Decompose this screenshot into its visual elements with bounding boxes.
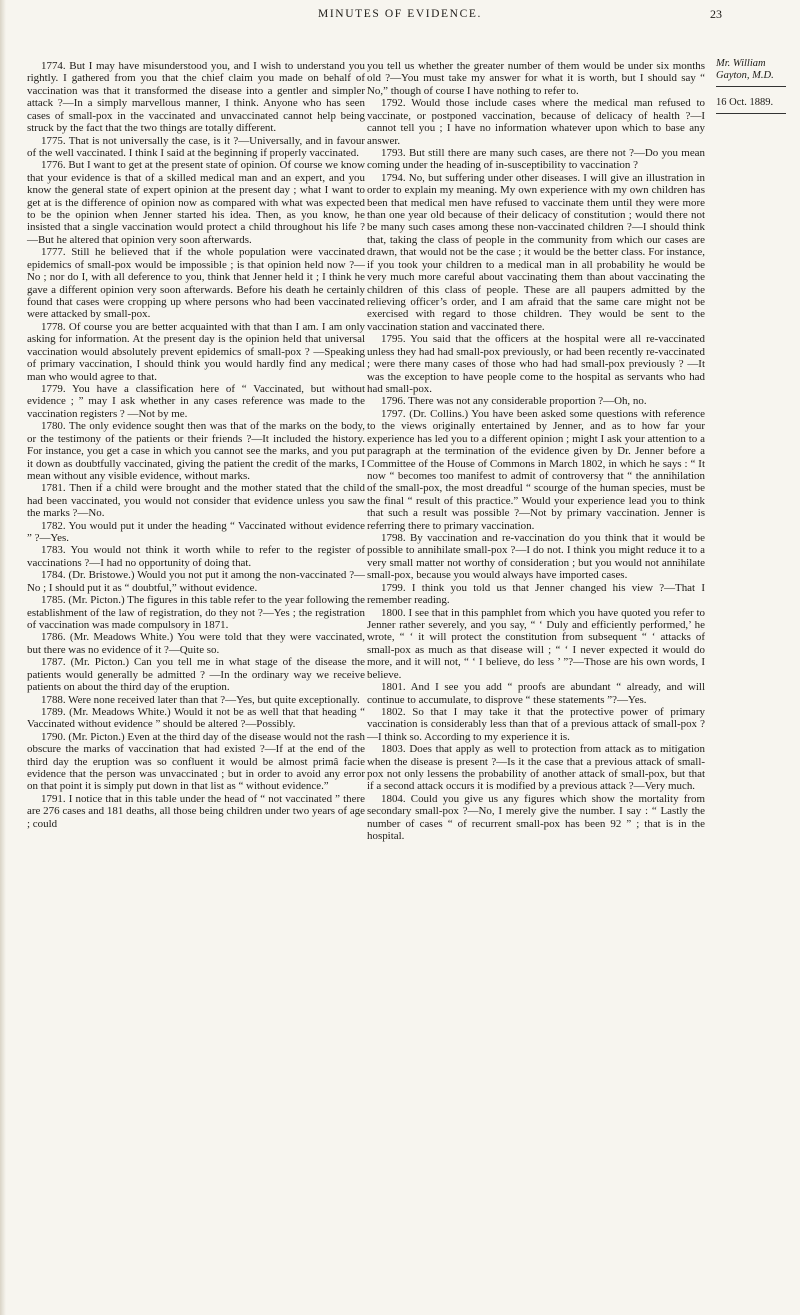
page-number: 23 bbox=[710, 7, 722, 21]
margin-rule-top bbox=[716, 86, 786, 87]
paragraph-1792: 1792. Would those include cases where the medical man refused to vaccinate, or postponed vaccination, because of delicacy of health ?—I cannot tell you ; I have no information whatever upon which to base any answer. bbox=[367, 97, 705, 147]
witness-name: Mr. William Gayton, M.D. bbox=[716, 58, 774, 81]
paragraph-1791-continued: you tell us whether the greater number of them would be under six months old ?—You must take my answer for what it is worth, but I should say “ No,” though of course I have nothing to refer to. bbox=[367, 60, 705, 97]
paragraph-1779: 1779. You have a classification here of “ Vaccinated, but without evidence ; ” may I ask whether in any cases reference was made to the vaccination registers ? —Not by me. bbox=[27, 382, 365, 420]
paragraph-1801: 1801. And I see you add “ proofs are abundant “ already, and will continue to accumulate, to disprove “ these statements ”?—Yes. bbox=[367, 681, 705, 706]
paragraph-1799: 1799. I think you told us that Jenner changed his view ?—That I remember reading. bbox=[367, 581, 705, 607]
paragraph-1777: 1777. Still he believed that if the whole population were vaccinated epidemics of small-pox would be impossible ; is that opinion held now ?—No ; nor do I, with all deference to you, think that Jenner held it ; I think he gave a different opinion very soon afterwards. Before his death he certainly found that cases were cropping up where persons who had been vaccinated were attacked by small-pox. bbox=[27, 246, 365, 321]
running-title: MINUTES OF EVIDENCE. bbox=[318, 8, 482, 20]
paragraph-1802: 1802. So that I may take it that the protective power of primary vaccination is considerably less than that of a previous attack of small-pox ?—I think so. According to my experience it is. bbox=[367, 705, 705, 743]
paragraph-1782: 1782. You would put it under the heading “ Vaccinated without evidence ” ?—Yes. bbox=[27, 519, 365, 545]
paragraph-1790: 1790. (Mr. Picton.) Even at the third day of the disease would not the rash obscure the marks of vaccination that had existed ?—If at the end of the third day the eruption was so confluent it would be almost primâ facie evidence that the person was unvaccinated ; but in order to avoid any error on that point it is simply put down in that list as “ without evidence.” bbox=[27, 730, 365, 793]
paragraph-1784: 1784. (Dr. Bristowe.) Would you not put it among the non-vaccinated ?—No ; I should put it as “ doubtful,” without evidence. bbox=[27, 569, 365, 594]
paragraph-1787: 1787. (Mr. Picton.) Can you tell me in what stage of the disease the patients would generally be admitted ? —In the ordinary way we receive patients on about the third day of the eruption. bbox=[27, 656, 365, 694]
paragraph-1794: 1794. No, but suffering under other diseases. I will give an illustration in order to explain my meaning. My own experience with my own children has been that medical men have refused to vaccinate them until they were more than one year old because of their delicacy of constitution ; would there not be many such cases among these non-vaccinated children ?—I should think that, taking the class of people in the community from which our cases are drawn, that would not be the case ; it would be the better class. For instance, if you took your children to a medical man in all probability he would be very much more careful about vaccinating them than about vaccinating the children of this class of people. These are all paupers admitted by the relieving officer’s order, and I am afraid that the same care might not be exercised with regard to those children. They would be sent to the vaccination station and vaccinated there. bbox=[367, 171, 705, 333]
page-header bbox=[0, 6, 800, 28]
paragraph-1789: 1789. (Mr. Meadows White.) Would it not be as well that that heading “ Vaccinated without evidence ” should be altered ?—Possibly. bbox=[27, 705, 365, 731]
paragraph-1793: 1793. But still there are many such cases, are there not ?—Do you mean coming under the heading of in-susceptibility to vaccination ? bbox=[367, 146, 705, 172]
paragraph-1786: 1786. (Mr. Meadows White.) You were told that they were vaccinated, but there was no evidence of it ?—Quite so. bbox=[27, 631, 365, 656]
paragraph-1796: 1796. There was not any considerable proportion ?—Oh, no. bbox=[381, 395, 647, 408]
paragraph-1785: 1785. (Mr. Picton.) The figures in this table refer to the year following the establishment of the law of registration, do they not ?—Yes ; the registration of vaccination was made compulsory in 1871. bbox=[27, 594, 365, 631]
paragraph-1783: 1783. You would not think it worth while to refer to the register of vaccinations ?—I had no opportunity of doing that. bbox=[27, 544, 365, 569]
paragraph-1775: 1775. That is not universally the case, is it ?—Universally, and in favour of the well vaccinated. I think I said at the beginning if properly vaccinated. bbox=[27, 134, 365, 159]
paragraph-1778: 1778. Of course you are better acquainted with that than I am. I am only asking for information. At the present day is the opinion held that universal vaccination would absolutely prevent epidemics of small-pox ? —Speaking of primary vaccination, I should think you would hardly find any medical man who would agree to that. bbox=[27, 320, 365, 383]
right-column bbox=[367, 60, 705, 843]
paragraph-1774: 1774. But I may have misunderstood you, and I wish to understand you rightly. I gathered from you that the chief claim you made on behalf of vaccination was that it transformed the disease into a gentler and simpler attack ?—In a simply marvellous manner, I think. Anyone who has seen cases of small-pox in the vaccinated and unvaccinated cannot help being struck by the fact that the two things are totally different. bbox=[27, 60, 365, 135]
paragraph-1800: 1800. I see that in this pamphlet from which you have quoted you refer to Jenner rather severely, and you say, “ ‘ Duly and efficiently performed,’ he wrote, “ ‘ it will protect the constitution from subsequent “ ‘ attacks of small-pox as much as that disease will ; “ ‘ I never expected it would do more, and it will not, “ ‘ I believe, do less ’ ”?—Those are his own words, I believe. bbox=[367, 606, 705, 681]
paragraph-1780: 1780. The only evidence sought then was that of the marks on the body, or the testimony of the patients or their friends ?—It included the history. For instance, you get a case in which you cannot see the marks, and you put it down as doubtfully vaccinated, giving the patient the credit of the marks, I mean without any visible evidence, without marks. bbox=[27, 420, 365, 482]
left-column bbox=[27, 60, 365, 830]
paragraph-1795: 1795. You said that the officers at the hospital were all re-vaccinated unless they had had small-pox previously, or had been recently re-vaccinated ; were there many cases of those who had had small-pox previously ? —It was the exception to have people come to the hospital as servants who had had small-pox. bbox=[367, 333, 705, 395]
paragraph-1797: 1797. (Dr. Collins.) You have been asked some questions with reference to the views originally entertained by Jenner, and as to how far your experience has led you to a different opinion ; might I ask your attention to a paragraph at the termination of the evidence given by Dr. Jenner before a Committee of the House of Commons in March 1802, in which he says : “ It now “ becomes too manifest to admit of controversy that “ the annihilation of the small-pox, the most dreadful “ scourge of the human species, must be the final “ result of this practice.” Would your experience lead you to think that such a result was possible ?—Not by primary vaccination. Jenner is referring there to primary vaccination. bbox=[367, 407, 705, 532]
witness-margin-note bbox=[716, 58, 796, 114]
paragraph-1804: 1804. Could you give us any figures which show the mortality from secondary small-pox ?—No, I merely give the number. I say : “ Lastly the number of cases “ of recurrent small-pox has been 92 ” ; that is in the hospital. bbox=[367, 792, 705, 843]
paragraph-1781: 1781. Then if a child were brought and the mother stated that the child had been vaccinated, you would not consider that evidence unless you saw the marks ?—No. bbox=[27, 482, 365, 520]
paragraph-1776: 1776. But I want to get at the present state of opinion. Of course we know that your evidence is that of a skilled medical man and an expert, and you know the general state of expert opinion at the present day ; what I want to get at is the difference of opinion now as compared with what was expected to be the opinion when Jenner started his idea. Then, as you know, he insisted that a single vaccination would protect a child throughout his life ?—But he altered that opinion very soon afterwards. bbox=[27, 159, 365, 246]
paragraph-1791: 1791. I notice that in this table under the head of “ not vaccinated ” there are 276 cases and 181 deaths, all those being children under two years of age ; could bbox=[27, 792, 365, 830]
paragraph-1798: 1798. By vaccination and re-vaccination do you think that it would be possible to annihilate small-pox ?—I do not. I think you might reduce it to a very small matter not worthy of consideration ; but you would not annihilate small-pox, because you would always have imported cases. bbox=[367, 532, 705, 582]
paragraph-1803: 1803. Does that apply as well to protection from attack as to mitigation when the disease is present ?—Is it the case that a previous attack of small-pox not only lessens the probability of another attack of small-pox, but that if a second attack occurs it is modified by a previous attack ?—Very much. bbox=[367, 743, 705, 793]
paragraph-1788: 1788. Were none received later than that ?—Yes, but quite exceptionally. bbox=[41, 693, 360, 706]
margin-rule-bottom bbox=[716, 113, 786, 114]
scan-edge-shadow bbox=[0, 0, 6, 1315]
session-date: 16 Oct. 1889. bbox=[716, 97, 774, 108]
